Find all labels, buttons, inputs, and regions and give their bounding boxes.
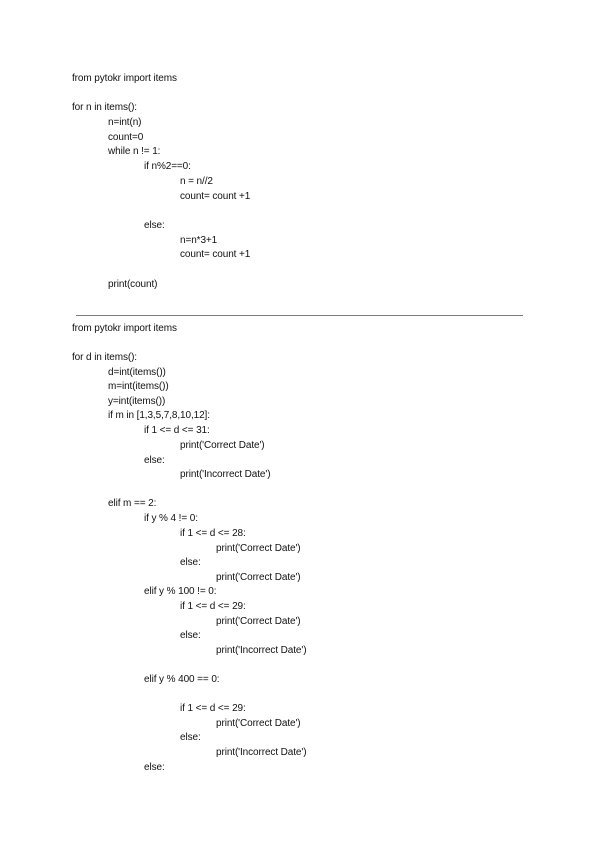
code-line: print('Incorrect Date') [216,747,307,758]
horizontal-divider [76,315,523,316]
code-line: else: [144,455,165,466]
code-line: if n%2==0: [144,161,191,172]
code-line: d=int(items()) [108,367,166,378]
code-line: elif y % 100 != 0: [144,586,217,597]
code-line: elif y % 400 == 0: [144,674,220,685]
code-line: if 1 <= d <= 29: [180,703,246,714]
code-line: if y % 4 != 0: [144,513,198,524]
code-line: count= count +1 [180,249,251,260]
code-line: if m in [1,3,5,7,8,10,12]: [108,410,210,421]
code-line: print('Incorrect Date') [216,645,307,656]
code-line: from pytokr import items [72,73,177,84]
code-line: else: [180,630,201,641]
code-line: print('Incorrect Date') [180,469,271,480]
code-line: print('Correct Date') [180,440,265,451]
code-line: while n != 1: [108,146,161,157]
code-line: count= count +1 [180,191,251,202]
code-line: m=int(items()) [108,381,169,392]
code-line: n=n*3+1 [180,235,218,246]
code-line: else: [180,557,201,568]
code-line: y=int(items()) [108,396,166,407]
code-line: for d in items(): [72,352,137,363]
code-line: if 1 <= d <= 29: [180,601,246,612]
code-line: for n in items(): [72,102,137,113]
code-line: print('Correct Date') [216,718,301,729]
code-line: else: [144,762,165,773]
code-line: from pytokr import items [72,323,177,334]
code-line: if 1 <= d <= 28: [180,528,246,539]
code-line: elif m == 2: [108,498,157,509]
code-line: else: [180,732,201,743]
code-line: print(count) [108,279,158,290]
code-line: print('Correct Date') [216,616,301,627]
code-line: n = n//2 [180,176,213,187]
code-line: n=int(n) [108,117,142,128]
code-line: else: [144,220,165,231]
code-line: if 1 <= d <= 31: [144,425,210,436]
code-line: count=0 [108,132,144,143]
code-line: print('Correct Date') [216,572,301,583]
code-line: print('Correct Date') [216,543,301,554]
